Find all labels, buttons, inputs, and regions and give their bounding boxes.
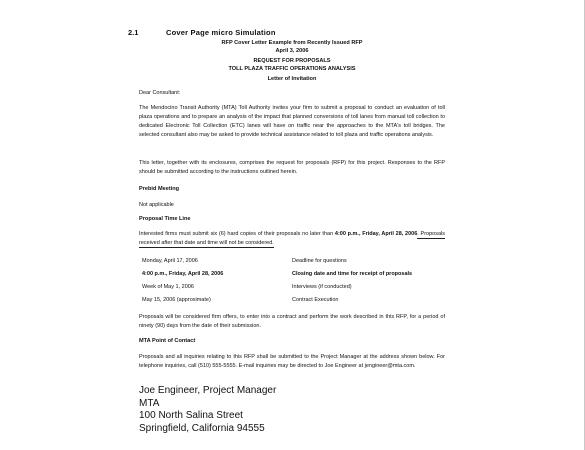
contact-heading: MTA Point of Contact [139,338,196,344]
schedule-event-1: Deadline for questions [292,258,347,264]
paragraph-firm-offers: Proposals will be considered firm offers, to enter into a contract and perform the work described in this RFP, for a period of ninety (90) days from the date of their submission. [139,314,445,329]
address-line-2: MTA [139,397,160,409]
section-title: Cover Page micro Simulation [166,28,276,37]
header-line-1: RFP Cover Letter Example from Recently Issued RFP [221,40,363,46]
timeline-text-c: . Proposals received after that date and time will not be considered. [139,231,446,246]
address-line-1: Joe Engineer, Project Manager [139,385,277,396]
timeline-heading: Proposal Time Line [139,216,191,222]
paragraph-intro: The Mendocino Transit Authority (MTA) Toll Authority invites your firm to submit a proposal to conduct an evaluation of toll plaza operations and to prepare an analysis of the impact that planned conversions of toll lanes from manual toll collection to dedicated Electronic Toll Collection (ETC) lanes will have on traffic near the approaches to the MTA's toll bridges. The selected consultant also may be asked to provide technical assistance related to toll plaza and traffic operations analysis. [139,105,445,138]
header-rfp-title: REQUEST FOR PROPOSALS [253,58,331,64]
schedule-event-4: Contract Execution [292,297,339,303]
salutation: Dear Consultant: [139,90,181,96]
schedule-date-2: 4:00 p.m., Friday, April 28, 2006 [142,271,224,277]
schedule-date-4: May 15, 2006 (approximate) [142,297,211,303]
schedule-date-3: Week of May 1, 2006 [142,284,194,290]
section-number: 2.1 [128,28,139,37]
address-line-4: Springfield, California 94555 [139,422,265,434]
timeline-deadline: 4:00 p.m., Friday, April 28, 2006 [334,231,418,237]
prebid-heading: Prebid Meeting [139,186,180,192]
timeline-paragraph [139,230,445,248]
schedule-date-1: Monday, April 17, 2006 [142,258,198,264]
schedule-event-3: Interviews (if conducted) [292,284,352,290]
paragraph-enclosures: This letter, together with its enclosures, comprises the request for proposals (RFP) for this project. Responses to the RFP should be submitted according to the instructions outlined herein. [139,160,445,175]
header-project-title: TOLL PLAZA TRAFFIC OPERATIONS ANALYSIS [228,66,356,72]
prebid-text: Not applicable [139,202,174,208]
paragraph-inquiries: Proposals and all inquiries relating to this RFP shall be submitted to the Project Manager at the address shown below. For telephone inquiries, call (510) 555-5555. E-mail inquiries may be directed to Joe Engineer at jengineer@mta.com. [139,354,445,369]
schedule-event-2: Closing date and time for receipt of proposals [292,271,413,277]
address-line-3: 100 North Salina Street [139,410,243,421]
header-letter-type: Letter of Invitation [267,76,317,82]
timeline-text-a: Interested firms must submit six (6) hard copies of their proposals no later than [139,231,335,237]
header-date: April 3, 2006 [275,48,309,54]
